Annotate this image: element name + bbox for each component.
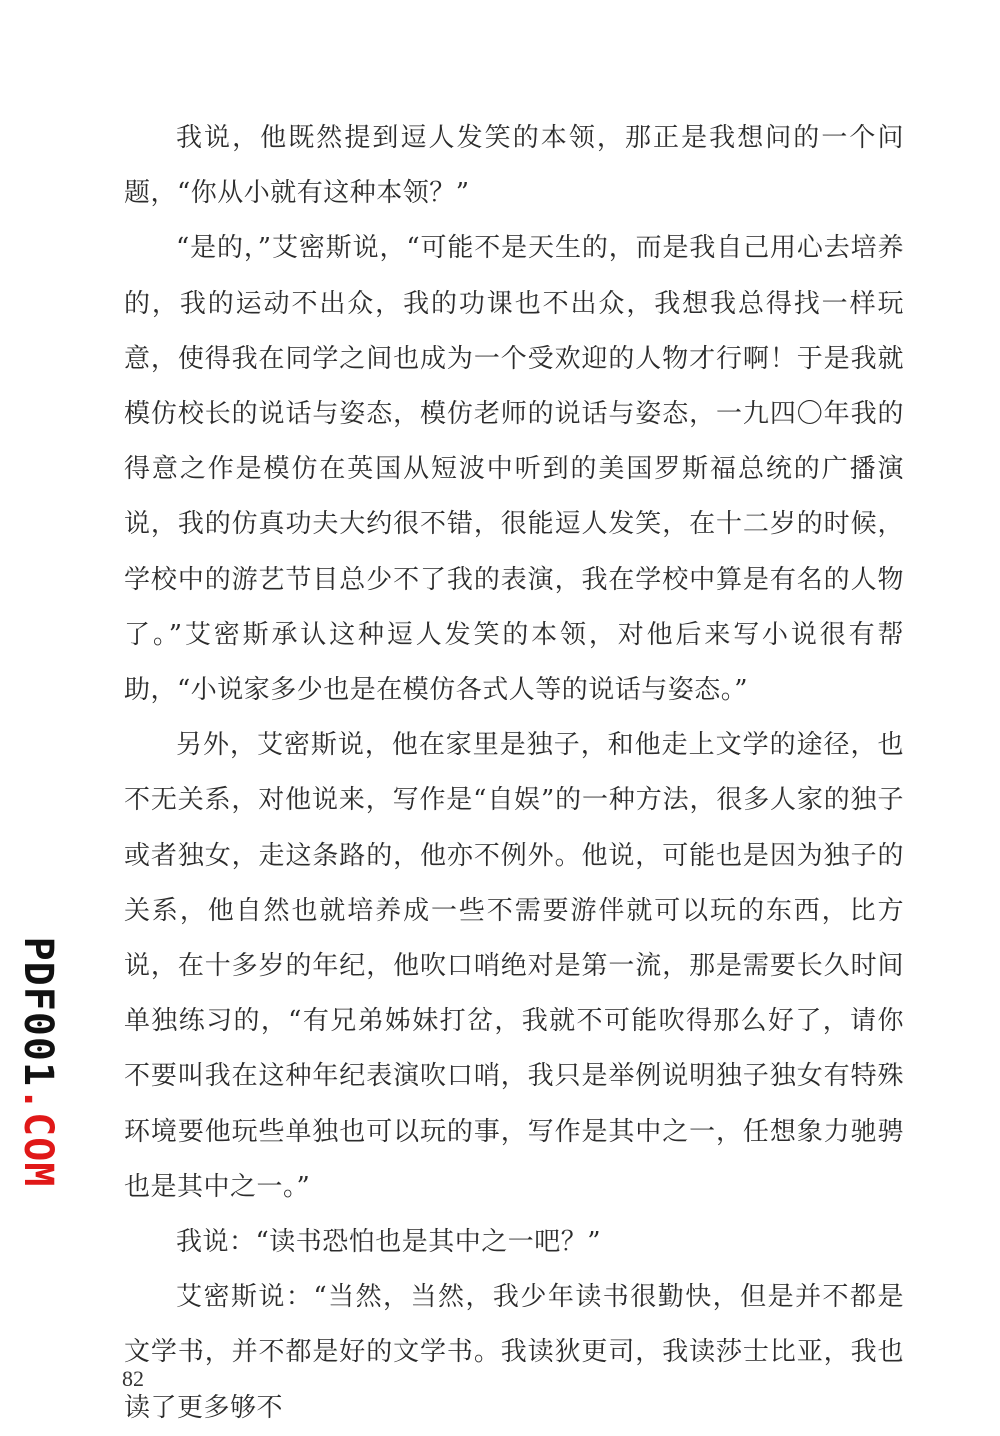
- watermark-text-black: PDF001: [15, 936, 61, 1088]
- paragraph-3: 另外，艾密斯说，他在家里是独子，和他走上文学的途径，也不无关系，对他说来，写作是“自娱”的一种方法，很多人家的独子或者独女，走这条路的，他亦不例外。他说，可能也是因为独子的关系，他自然也就培养成一些不需要游伴就可以玩的东西，比方说，在十多岁的年纪，他吹口哨绝对是第一流，那是需要长久时间单独练习的，“有兄弟姊妹打岔，我就不可能吹得那么好了，请你不要叫我在这种年纪表演吹口哨，我只是举例说明独子独女有特殊环境要他玩些单独也可以玩的事，写作是其中之一，任想象力驰骋也是其中之一。”: [124, 730, 904, 1202]
- body-text: [124, 111, 904, 1436]
- paragraph-4: 我说：“读书恐怕也是其中之一吧？”: [176, 1227, 602, 1258]
- paragraph-1: 我说，他既然提到逗人发笑的本领，那正是我想问的一个问题，“你从小就有这种本领？”: [124, 123, 904, 209]
- paragraph-2: “是的，”艾密斯说，“可能不是天生的，而是我自己用心去培养的，我的运动不出众，我的功课也不出众，我想我总得找一样玩意，使得我在同学之间也成为一个受欢迎的人物才行啊！于是我就模仿校长的说话与姿态，模仿老师的说话与姿态，一九四〇年我的得意之作是模仿在英国从短波中听到的美国罗斯福总统的广播演说，我的仿真功夫大约很不错，很能逗人发笑，在十二岁的时候，学校中的游艺节目总少不了我的表演，我在学校中算是有名的人物了。”艾密斯承认这种逗人发笑的本领，对他后来写小说很有帮助，“小说家多少也是在模仿各式人等的说话与姿态。”: [124, 233, 904, 706]
- page-number: 82: [122, 1366, 144, 1391]
- paragraph-5: 艾密斯说：“当然，当然，我少年读书很勤快，但是并不都是文学书，并不都是好的文学书。我读狄更司，我读莎士比亚，我也读了更多够不: [124, 1282, 904, 1423]
- watermark: [15, 937, 61, 1188]
- watermark-text-red: .COM: [15, 1087, 61, 1188]
